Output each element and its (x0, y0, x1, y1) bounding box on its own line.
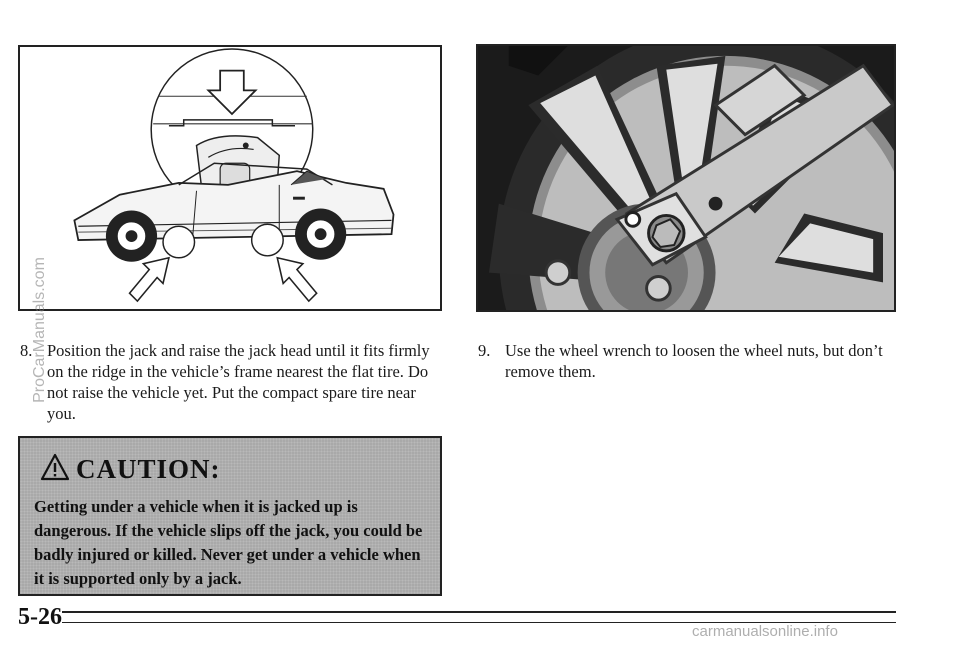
jacking-points-illustration (18, 45, 442, 311)
step-9-text: Use the wheel wrench to loosen the wheel nuts, but don’t remove them. (505, 341, 883, 381)
step-8-number: 8. (20, 341, 33, 360)
caution-text: Getting under a vehicle when it is jacked up is dangerous. If the vehicle slips off the jack, you could be badly injured or killed. Never get under a vehicle when it is supported only by a jack. (34, 497, 423, 588)
wheel-wrench-photo (476, 44, 896, 312)
footer-rule (62, 611, 896, 623)
step-8-text: Position the jack and raise the jack head until it fits firmly on the ridge in the vehicle’s frame nearest the flat tire. Do not raise the vehicle yet. Put the compact spare tire near you. (47, 341, 430, 423)
wheel-wrench-drawing (478, 46, 894, 310)
step-9-number: 9. (478, 341, 491, 360)
bottom-watermark: carmanualsonline.info (692, 623, 838, 640)
caution-title: CAUTION: (76, 454, 221, 484)
step-9-instruction (478, 340, 898, 382)
step-8-instruction (20, 340, 445, 424)
car-on-jack-drawing (20, 47, 440, 309)
side-watermark-text: ProCarManuals.com (31, 257, 48, 403)
up-left-arrow-icon (277, 258, 316, 301)
page-number: 5-26 (18, 604, 62, 630)
warning-triangle-icon (40, 453, 70, 481)
up-right-arrow-icon (130, 258, 169, 301)
caution-box (18, 436, 442, 596)
